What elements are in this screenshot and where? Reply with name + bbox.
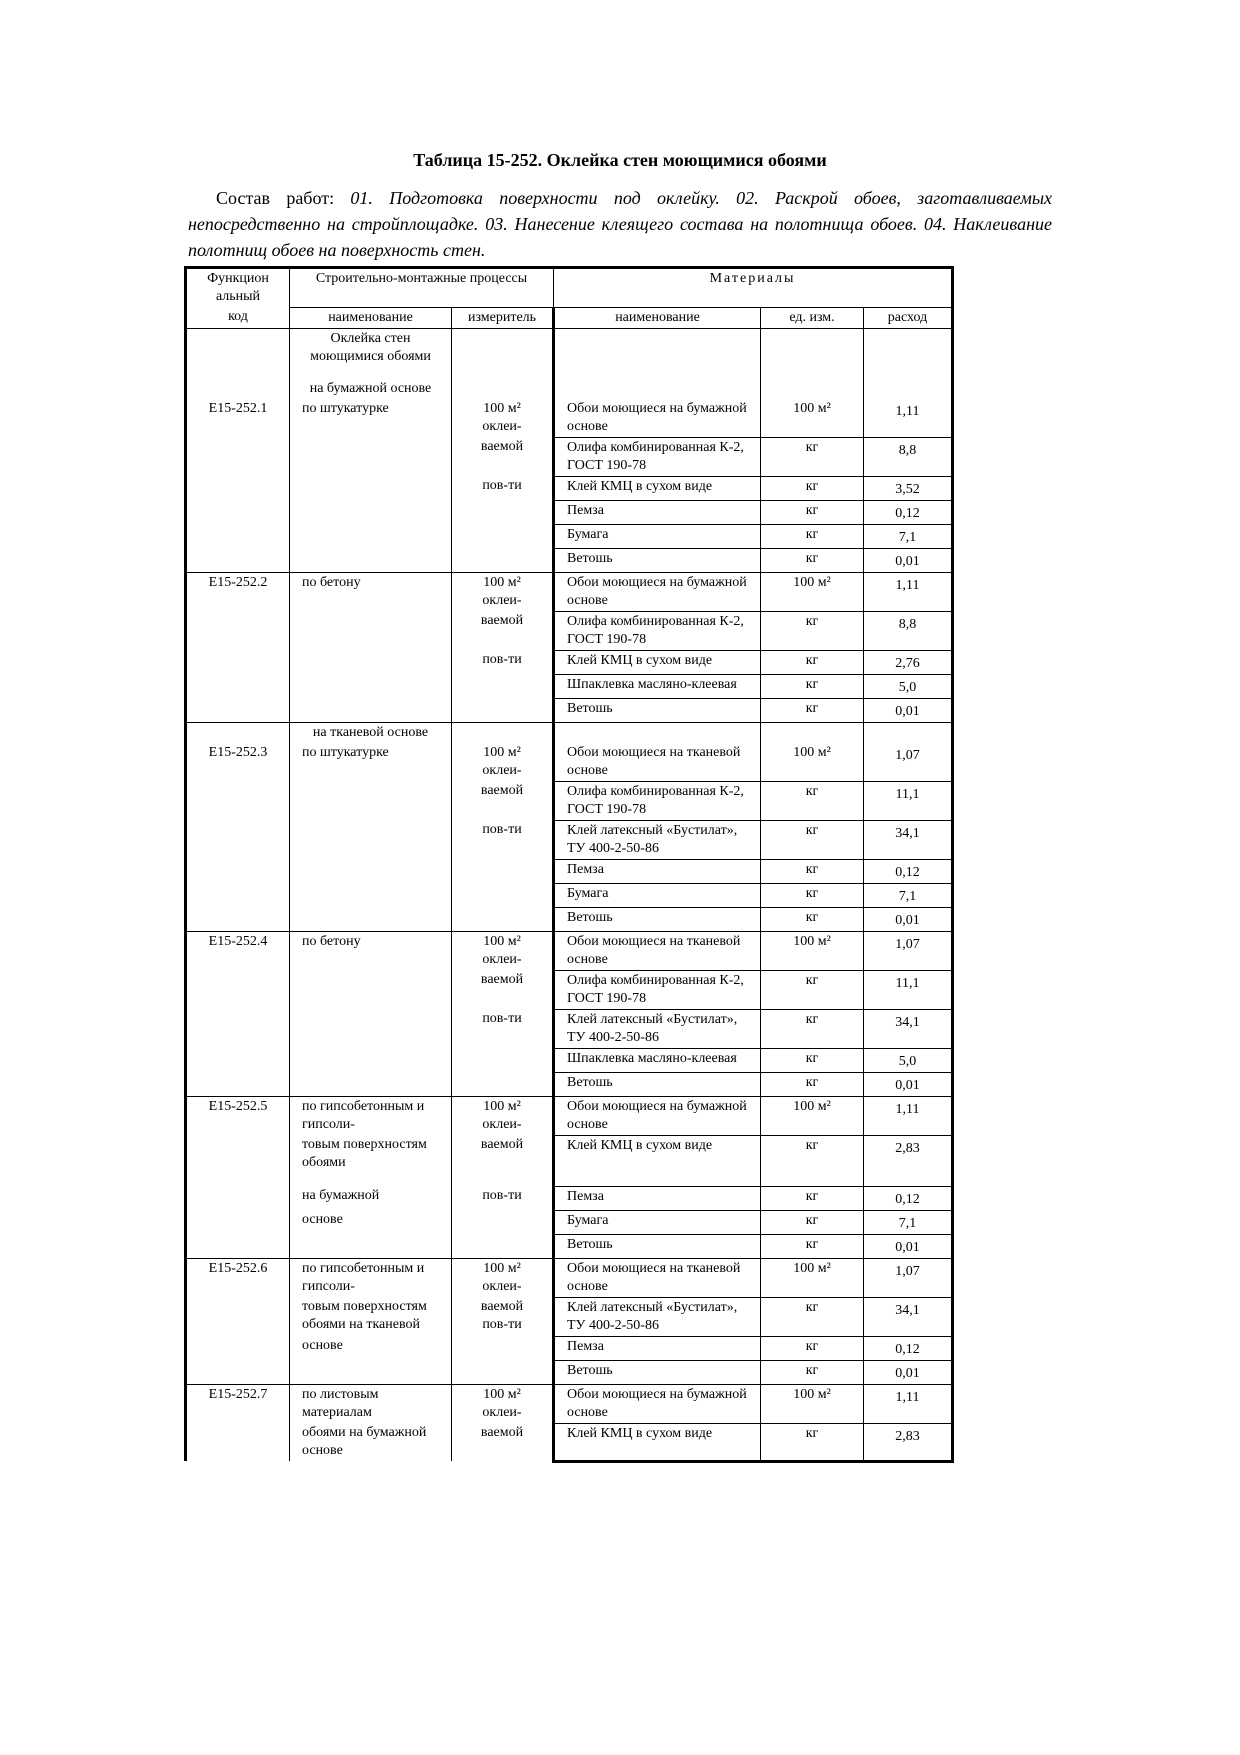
material-unit: кг [761, 650, 864, 674]
meter-cell [452, 1297, 554, 1336]
table-row [186, 674, 953, 698]
section-heading [290, 328, 452, 399]
material-name: Пемза [554, 1186, 761, 1210]
table-header-row [186, 268, 953, 308]
material-name: Пемза [554, 859, 761, 883]
material-qty: 2,83 [864, 1135, 953, 1186]
process-cell [290, 907, 452, 931]
meter-line: ваемой [480, 1299, 524, 1314]
code-cell [186, 328, 290, 399]
table-row [186, 437, 953, 476]
process-cell [290, 970, 452, 1009]
code-cell [186, 907, 290, 931]
material-unit: кг [761, 674, 864, 698]
meter-cell: ваемой [452, 437, 554, 476]
header-mat-name: наименование [554, 307, 761, 328]
material-unit: кг [761, 859, 864, 883]
code-cell [186, 611, 290, 650]
section-paper: на бумажной основе [309, 380, 432, 396]
material-unit: кг [761, 476, 864, 500]
process-cell [290, 883, 452, 907]
material-name: Олифа комбинированная К-2, ГОСТ 190-78 [554, 611, 761, 650]
meter-cell: пов-ти [452, 1186, 554, 1210]
table-row [186, 1297, 953, 1336]
material-unit: кг [761, 611, 864, 650]
table-row [186, 1096, 953, 1135]
material-name: Бумага [554, 1210, 761, 1234]
material-qty: 1,11 [864, 1384, 953, 1423]
code-cell [186, 1423, 290, 1461]
meter-cell [452, 500, 554, 524]
work-composition [188, 185, 1052, 263]
code-cell [186, 820, 290, 859]
table-row [186, 1135, 953, 1186]
material-name: Шпаклевка масляно-клеевая [554, 1048, 761, 1072]
material-name: Ветошь [554, 698, 761, 722]
material-name: Ветошь [554, 907, 761, 931]
material-name: Обои моющиеся на бумажной основе [554, 572, 761, 611]
material-unit: 100 м² [761, 1258, 864, 1297]
table-row [186, 743, 953, 782]
meter-line: оклеи- [482, 418, 522, 434]
meter-cell: ваемой [452, 1135, 554, 1186]
table-row [186, 611, 953, 650]
code-cell [186, 1336, 290, 1360]
material-name: Обои моющиеся на тканевой основе [554, 931, 761, 970]
material-unit: 100 м² [761, 1384, 864, 1423]
process-cell [290, 1009, 452, 1048]
meter-line: пов-ти [482, 1317, 522, 1332]
material-qty: 1,07 [864, 743, 953, 782]
material-name: Шпаклевка масляно-клеевая [554, 674, 761, 698]
code-cell [186, 781, 290, 820]
meter-cell [452, 524, 554, 548]
material-name: Обои моющиеся на тканевой основе [554, 1258, 761, 1297]
code-cell [186, 476, 290, 500]
material-unit: кг [761, 820, 864, 859]
table-row [186, 931, 953, 970]
code-cell [186, 1072, 290, 1096]
header-name: наименование [290, 307, 452, 328]
material-unit: кг [761, 1423, 864, 1461]
material-qty: 1,11 [864, 572, 953, 611]
material-unit: кг [761, 500, 864, 524]
meter-line: 100 м² [483, 574, 521, 590]
meter-line: 100 м² [483, 744, 521, 760]
meter-line: оклеи- [482, 951, 522, 967]
material-qty: 7,1 [864, 883, 953, 907]
material-qty: 8,8 [864, 611, 953, 650]
code-cell [186, 1360, 290, 1384]
table-subheader-row [186, 307, 953, 328]
process-cell: обоями на бумажной основе [290, 1423, 452, 1461]
meter-cell: ваемой [452, 970, 554, 1009]
process-cell [290, 781, 452, 820]
material-qty: 11,1 [864, 781, 953, 820]
code-cell: Е15-252.1 [186, 399, 290, 438]
material-unit: кг [761, 970, 864, 1009]
page-title: Таблица 15-252. Оклейка стен моющимися обоями [413, 150, 827, 170]
material-qty: 0,01 [864, 548, 953, 572]
table-row [186, 1186, 953, 1210]
material-unit: кг [761, 524, 864, 548]
section-main: Оклейка стен моющимися обоями [310, 330, 431, 364]
table-row [186, 722, 953, 743]
material-qty: 11,1 [864, 970, 953, 1009]
meter-line: оклеи- [482, 592, 522, 608]
table-row [186, 1210, 953, 1234]
meter-cell: пов-ти [452, 650, 554, 674]
meter-cell [452, 548, 554, 572]
meter-cell: пов-ти [452, 820, 554, 859]
table-row [186, 548, 953, 572]
material-qty: 0,12 [864, 500, 953, 524]
meter-cell: ваемой [452, 611, 554, 650]
material-qty: 1,07 [864, 931, 953, 970]
table-row [186, 1072, 953, 1096]
material-qty: 34,1 [864, 1009, 953, 1048]
process-cell: на бумажной [290, 1186, 452, 1210]
material-name: Бумага [554, 883, 761, 907]
material-qty: 0,01 [864, 1234, 953, 1258]
process-cell [290, 1360, 452, 1384]
material-unit: кг [761, 698, 864, 722]
meter-cell [452, 859, 554, 883]
code-cell [186, 883, 290, 907]
process-cell [290, 437, 452, 476]
meter-cell [452, 399, 554, 438]
material-qty: 0,12 [864, 1186, 953, 1210]
material-name: Олифа комбинированная К-2, ГОСТ 190-78 [554, 781, 761, 820]
material-name: Клей КМЦ в сухом виде [554, 1423, 761, 1461]
code-cell [186, 500, 290, 524]
meter-cell: пов-ти [452, 1009, 554, 1048]
material-unit: кг [761, 1297, 864, 1336]
material-name: Обои моющиеся на бумажной основе [554, 1096, 761, 1135]
code-cell [186, 859, 290, 883]
code-cell [186, 437, 290, 476]
meter-line: 100 м² [483, 1098, 521, 1114]
code-cell [186, 1135, 290, 1186]
material-name: Ветошь [554, 1234, 761, 1258]
code-cell: Е15-252.6 [186, 1258, 290, 1297]
material-unit: 100 м² [761, 1096, 864, 1135]
meter-cell [452, 1048, 554, 1072]
material-name: Олифа комбинированная К-2, ГОСТ 190-78 [554, 437, 761, 476]
material-unit: кг [761, 883, 864, 907]
material-unit: кг [761, 907, 864, 931]
material-unit [761, 722, 864, 743]
table-row [186, 970, 953, 1009]
material-qty [864, 328, 953, 399]
table-row [186, 1423, 953, 1461]
meter-cell [452, 883, 554, 907]
material-unit: кг [761, 1210, 864, 1234]
material-qty: 34,1 [864, 1297, 953, 1336]
material-name [554, 328, 761, 399]
material-name: Пемза [554, 1336, 761, 1360]
process-cell: по бетону [290, 572, 452, 611]
meter-line: оклеи- [482, 762, 522, 778]
table-row [186, 820, 953, 859]
material-unit: 100 м² [761, 399, 864, 438]
material-unit: 100 м² [761, 743, 864, 782]
materials-table [184, 266, 954, 1463]
code-cell [186, 524, 290, 548]
meter-cell [452, 328, 554, 399]
table-row [186, 524, 953, 548]
code-cell [186, 698, 290, 722]
work-composition-label: Состав работ: [216, 188, 335, 208]
material-qty: 1,11 [864, 1096, 953, 1135]
material-unit: кг [761, 1186, 864, 1210]
table-row [186, 1009, 953, 1048]
process-cell: по штукатурке [290, 399, 452, 438]
material-qty: 7,1 [864, 1210, 953, 1234]
material-unit: кг [761, 1336, 864, 1360]
process-cell [290, 859, 452, 883]
material-qty: 2,83 [864, 1423, 953, 1461]
code-cell: Е15-252.2 [186, 572, 290, 611]
code-cell [186, 674, 290, 698]
material-name: Клей латексный «Бустилат», ТУ 400-2-50-86 [554, 1009, 761, 1048]
code-cell [186, 1297, 290, 1336]
process-cell [290, 476, 452, 500]
meter-cell [452, 572, 554, 611]
table-row [186, 650, 953, 674]
process-cell [290, 1072, 452, 1096]
material-qty: 3,52 [864, 476, 953, 500]
meter-cell [452, 1210, 554, 1234]
code-cell [186, 548, 290, 572]
material-qty [864, 722, 953, 743]
meter-cell [452, 698, 554, 722]
material-name: Клей КМЦ в сухом виде [554, 650, 761, 674]
process-cell [290, 548, 452, 572]
process-cell: по штукатурке [290, 743, 452, 782]
code-cell [186, 1234, 290, 1258]
meter-line: оклеи- [482, 1404, 522, 1420]
meter-cell [452, 1258, 554, 1297]
material-qty: 7,1 [864, 524, 953, 548]
table-row [186, 1360, 953, 1384]
table-row [186, 859, 953, 883]
meter-cell [452, 1072, 554, 1096]
header-qty: расход [864, 307, 953, 328]
header-meter: измеритель [452, 307, 554, 328]
meter-line: оклеи- [482, 1278, 522, 1294]
material-name: Ветошь [554, 548, 761, 572]
header-code: код [186, 307, 290, 328]
material-unit: кг [761, 548, 864, 572]
material-unit: кг [761, 437, 864, 476]
table-row [186, 1384, 953, 1423]
material-qty: 8,8 [864, 437, 953, 476]
process-cell: по бетону [290, 931, 452, 970]
process-cell: основе [290, 1210, 452, 1234]
meter-line: 100 м² [483, 1260, 521, 1276]
header-func-code: Функцион альный [186, 268, 290, 308]
table-row [186, 1234, 953, 1258]
section-fabric: на тканевой основе [290, 722, 452, 743]
table-row [186, 572, 953, 611]
material-unit: кг [761, 1072, 864, 1096]
material-qty: 0,12 [864, 859, 953, 883]
material-name: Пемза [554, 500, 761, 524]
code-cell [186, 722, 290, 743]
material-name: Олифа комбинированная К-2, ГОСТ 190-78 [554, 970, 761, 1009]
material-name: Клей КМЦ в сухом виде [554, 476, 761, 500]
meter-line: оклеи- [482, 1116, 522, 1132]
process-cell [290, 1048, 452, 1072]
code-cell: Е15-252.7 [186, 1384, 290, 1423]
material-unit [761, 328, 864, 399]
material-qty: 2,76 [864, 650, 953, 674]
table-row [186, 1258, 953, 1297]
header-unit: ед. изм. [761, 307, 864, 328]
material-qty: 1,11 [864, 399, 953, 438]
meter-cell [452, 674, 554, 698]
meter-cell [452, 722, 554, 743]
meter-cell: ваемой [452, 1423, 554, 1461]
process-cell: товым поверхностям обоями на тканевой [290, 1297, 452, 1336]
meter-cell [452, 931, 554, 970]
material-qty: 1,07 [864, 1258, 953, 1297]
material-name: Ветошь [554, 1360, 761, 1384]
process-cell [290, 500, 452, 524]
meter-line: 100 м² [483, 400, 521, 416]
table-row [186, 698, 953, 722]
meter-cell [452, 1384, 554, 1423]
meter-cell [452, 1336, 554, 1360]
code-cell: Е15-252.4 [186, 931, 290, 970]
table-row [186, 476, 953, 500]
table-row [186, 883, 953, 907]
material-qty: 0,01 [864, 698, 953, 722]
material-qty: 0,12 [864, 1336, 953, 1360]
material-name: Обои моющиеся на бумажной основе [554, 399, 761, 438]
meter-cell [452, 907, 554, 931]
material-name: Обои моющиеся на тканевой основе [554, 743, 761, 782]
material-qty: 34,1 [864, 820, 953, 859]
process-cell [290, 698, 452, 722]
header-materials: Материалы [554, 268, 953, 308]
process-cell [290, 674, 452, 698]
material-unit: кг [761, 1234, 864, 1258]
process-cell [290, 820, 452, 859]
process-cell: по листовым материалам [290, 1384, 452, 1423]
material-unit: кг [761, 1135, 864, 1186]
material-unit: кг [761, 1048, 864, 1072]
meter-cell: ваемой [452, 781, 554, 820]
process-cell [290, 650, 452, 674]
code-cell: Е15-252.5 [186, 1096, 290, 1135]
process-cell: основе [290, 1336, 452, 1360]
process-cell [290, 524, 452, 548]
material-qty: 5,0 [864, 1048, 953, 1072]
table-row [186, 328, 953, 399]
meter-cell [452, 1096, 554, 1135]
meter-line: 100 м² [483, 933, 521, 949]
meter-cell [452, 743, 554, 782]
code-cell [186, 650, 290, 674]
material-unit: кг [761, 1009, 864, 1048]
material-unit: 100 м² [761, 931, 864, 970]
process-cell: по гипсобетонным и гипсоли- [290, 1096, 452, 1135]
code-cell [186, 970, 290, 1009]
material-qty: 0,01 [864, 1072, 953, 1096]
code-cell [186, 1048, 290, 1072]
meter-cell: пов-ти [452, 476, 554, 500]
code-cell [186, 1009, 290, 1048]
code-cell: Е15-252.3 [186, 743, 290, 782]
table-row [186, 399, 953, 438]
table-row [186, 1048, 953, 1072]
material-name: Клей латексный «Бустилат», ТУ 400-2-50-86 [554, 1297, 761, 1336]
material-qty: 5,0 [864, 674, 953, 698]
meter-line: 100 м² [483, 1386, 521, 1402]
material-name: Клей латексный «Бустилат», ТУ 400-2-50-86 [554, 820, 761, 859]
process-cell: товым поверхностям обоями [290, 1135, 452, 1186]
table-row [186, 500, 953, 524]
table-row [186, 781, 953, 820]
material-name: Ветошь [554, 1072, 761, 1096]
material-qty: 0,01 [864, 1360, 953, 1384]
table-row [186, 1336, 953, 1360]
meter-cell [452, 1234, 554, 1258]
process-cell: по гипсобетонным и гипсоли- [290, 1258, 452, 1297]
material-name: Бумага [554, 524, 761, 548]
process-cell [290, 611, 452, 650]
code-cell [186, 1210, 290, 1234]
material-name: Обои моющиеся на бумажной основе [554, 1384, 761, 1423]
meter-cell [452, 1360, 554, 1384]
work-composition-text: 01. Подготовка поверхности под оклейку. 02. Раскрой обоев, заготавливаемых непосредственно на стройплощадке. 03. Нанесение клеящего состава на полотнища обоев. 04. Наклеивание полотнищ обоев на поверхность стен. [188, 188, 1053, 260]
table-row [186, 907, 953, 931]
material-name [554, 722, 761, 743]
material-unit: кг [761, 781, 864, 820]
code-cell [186, 1186, 290, 1210]
header-processes: Строительно-монтажные процессы [290, 268, 554, 308]
material-name: Клей КМЦ в сухом виде [554, 1135, 761, 1186]
material-unit: 100 м² [761, 572, 864, 611]
material-unit: кг [761, 1360, 864, 1384]
material-qty: 0,01 [864, 907, 953, 931]
process-cell [290, 1234, 452, 1258]
